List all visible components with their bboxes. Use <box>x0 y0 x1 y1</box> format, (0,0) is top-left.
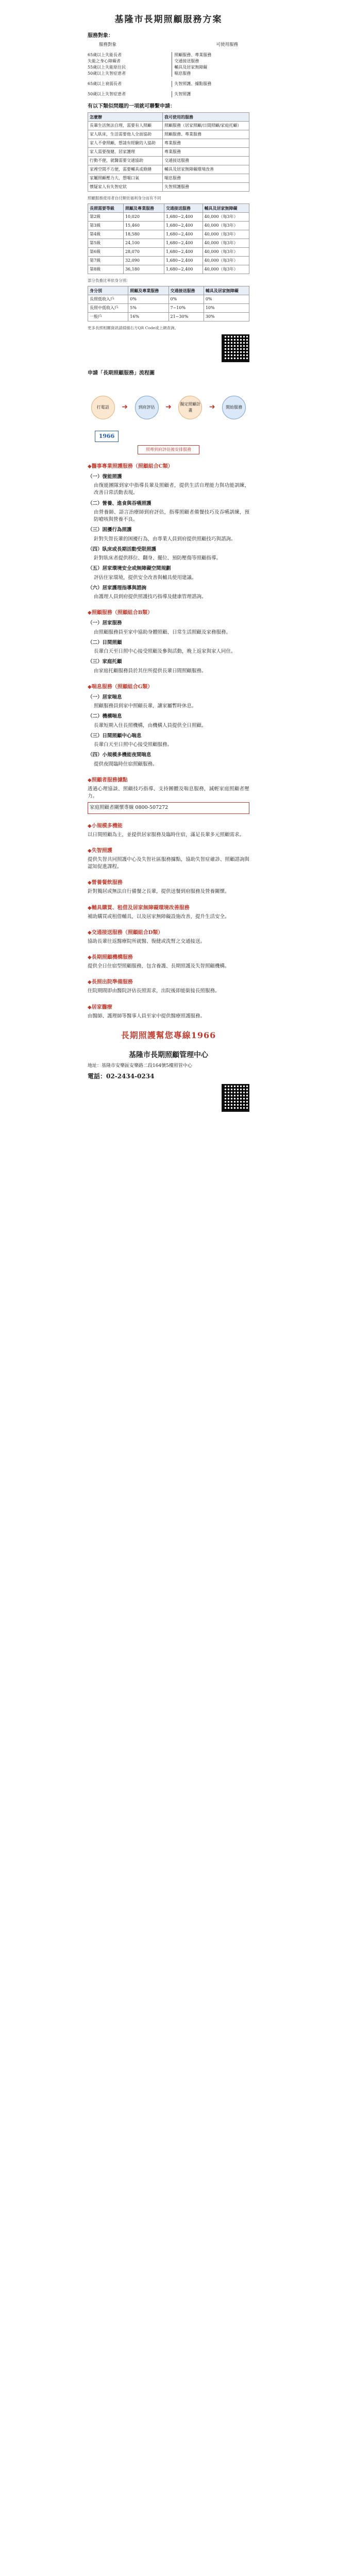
table-cell: 家屬照顧壓力大，想喘口氣 <box>88 174 163 183</box>
table-cell: 7~10% <box>168 304 204 313</box>
table-row <box>88 295 249 304</box>
extra-block <box>88 822 249 839</box>
table-cell: 輔具及居家無障礙環境改善 <box>163 165 249 174</box>
table-cell: 交通接送服務 <box>163 157 249 165</box>
table-cell: 30% <box>204 313 249 321</box>
section-care-services <box>88 609 249 675</box>
table-cell: 行動不便，就醫需要交通協助 <box>88 157 163 165</box>
process-step-plan: 擬定照顧計畫 <box>178 396 202 419</box>
needs-table-header: 怎麼辦 <box>88 113 163 122</box>
service-target-left: 65歲以上衰弱長者 <box>88 81 122 87</box>
section-item-text: 照顧服務員到家中照顧長輩，讓家屬暫時休息。 <box>94 703 197 709</box>
service-targets-row <box>88 81 249 87</box>
section-respite <box>88 683 249 768</box>
table-cell: 1,680~2,400 <box>164 257 203 265</box>
table-cell: 40,000（每3年） <box>203 222 249 230</box>
table-row <box>88 265 249 274</box>
section-item-text: 由營養師、語言治療師到府評估，指導照顧者備餐技巧及吞嚥訓練，預防嗆咳與營養不良。 <box>94 509 249 523</box>
page-title: 基隆市長期照顧服務方案 <box>114 14 223 25</box>
section-title: ◆醫事專業照護服務（照顧組合C類） <box>88 463 173 469</box>
table-cell: 家人需要復健、居家護理 <box>88 148 163 157</box>
copay-table-header: 照顧及專業服務 <box>128 286 168 295</box>
section-item-text: 長輩短期入住長照機構，由機構人員提供全日照顧。 <box>94 722 207 728</box>
section-item-label: （一）復能照護 <box>88 473 122 480</box>
section-title: ◆營養餐飲服務 <box>88 880 123 886</box>
table-cell: 長照低收入戶 <box>88 295 128 304</box>
service-targets-label: 服務對象： <box>88 32 113 39</box>
section-text: 補助購買或租借輔具，以及居家無障礙設施改善，提升生活安全。 <box>88 913 230 920</box>
table-cell: 24,100 <box>123 239 164 248</box>
section-item-text: 評估住家環境，提供安全改善與輔具使用建議。 <box>94 574 197 581</box>
table-cell: 第5級 <box>88 239 124 248</box>
section-item-label: （一）居家服務 <box>88 620 122 626</box>
service-target-left: 50歲以上失智症患者 <box>88 92 126 97</box>
table-cell: 第7級 <box>88 257 124 265</box>
table-cell: 第6級 <box>88 248 124 257</box>
table-cell: 家人臥床，生活需要他人全面協助 <box>88 130 163 139</box>
table-cell: 喘息服務 <box>163 174 249 183</box>
table-cell: 第8級 <box>88 265 124 274</box>
subsidy-table <box>88 204 249 274</box>
section-item-label: （五）居家環境安全或無障礙空間規劃 <box>88 566 171 572</box>
table-row <box>88 174 249 183</box>
section-title: ◆照顧服務（照顧組合B類） <box>88 610 153 616</box>
table-cell: 1,680~2,400 <box>164 213 203 222</box>
service-targets-row <box>88 52 249 77</box>
section-title: ◆照顧者服務據點 <box>88 777 128 783</box>
section-item-label: （二）營養、進食與吞嚥照護 <box>88 500 151 506</box>
cms-note: 有以下類似問題的一項就可聯繫申請： <box>88 104 175 110</box>
service-targets-header <box>88 42 249 48</box>
section-text: 由醫師、護理師等醫事人員至家中提供醫療照護服務。 <box>88 1013 206 1019</box>
table-row <box>88 313 249 321</box>
section-item-label: （二）日間照顧 <box>88 639 122 646</box>
section-item-text: 由照顧服務員至家中協助身體照顧、日常生活照顧及家務服務。 <box>94 629 231 635</box>
section-title: ◆交通接送服務（照顧組合D類） <box>88 929 163 936</box>
section-text: 以日間照顧為主，並提供居家服務及臨時住宿，滿足長輩多元照顧需求。 <box>88 832 245 838</box>
section-text: 協助長輩往返醫療院所就醫、復健或洗腎之交通接送。 <box>88 938 206 944</box>
qr-code-icon[interactable] <box>222 334 249 362</box>
service-target-right: 失智照護 <box>172 91 249 97</box>
table-row <box>88 304 249 313</box>
service-targets-row <box>88 91 249 97</box>
extra-block <box>88 776 249 814</box>
section-title: ◆輔具購買、租借及居家無障礙環境改善服務 <box>88 905 190 911</box>
process-flow <box>88 384 249 431</box>
table-cell: 18,580 <box>123 230 164 239</box>
service-target-right: 失智照護、據點服務 <box>172 81 249 87</box>
qr-code-icon[interactable] <box>222 1084 249 1112</box>
arrow-right-icon: ➜ <box>165 403 172 412</box>
table-cell: 28,070 <box>123 248 164 257</box>
service-target-left: 65歲以上失能長者 失能之身心障礙者 55歲以上失能原住民 50歲以上失智症患者 <box>88 53 126 76</box>
table-cell: 10% <box>204 304 249 313</box>
table-cell: 專業服務 <box>163 139 249 148</box>
copay-table-header: 交通接送服務 <box>168 286 204 295</box>
table-row <box>88 122 249 130</box>
table-row <box>88 165 249 174</box>
section-item-text: 長輩白天至日照中心接受照顧及參與活動，晚上返家與家人同住。 <box>94 649 236 655</box>
table-cell: 1,680~2,400 <box>164 230 203 239</box>
more-info-text: 更多長照相關資訊請掃描右方QR Code或上網查詢。 <box>88 326 179 330</box>
table-row <box>88 157 249 165</box>
table-row <box>88 239 249 248</box>
table-cell: 長照中低收入戶 <box>88 304 128 313</box>
service-targets-header-left: 服務對象 <box>99 42 117 47</box>
service-target-right: 照顧服務、專業服務 交通接送服務 輔具及居家無障礙 喘息服務 <box>172 52 249 77</box>
process-step-call: 打電話 <box>91 396 115 419</box>
table-row <box>88 183 249 192</box>
table-cell: 36,180 <box>123 265 164 274</box>
section-text: 提供失智共同照護中心及失智社區服務據點，協助失智症確診、照顧諮詢與認知促進課程。 <box>88 856 249 870</box>
table-cell: 1,680~2,400 <box>164 222 203 230</box>
section-title: ◆小規模多機能 <box>88 823 123 829</box>
table-row <box>88 248 249 257</box>
process-step-assess: 到府評估 <box>135 396 159 419</box>
subsidy-note: 照顧服務使用者自付額依福利身分而有不同 <box>88 196 161 201</box>
extra-block <box>88 929 249 945</box>
section-item-text: 由復能團隊到家中指導長輩及照顧者，提供生活自理能力與功能訓練，改善日常活動表現。 <box>94 483 249 496</box>
table-cell: 32,090 <box>123 257 164 265</box>
subsidy-table-header: 長照需要等級 <box>88 204 124 213</box>
table-cell: 專業服務 <box>163 148 249 157</box>
subsidy-table-header: 輔具及居家無障礙 <box>203 204 249 213</box>
hotline-1966-badge: 1966 <box>95 431 119 442</box>
section-item-label: （二）機構喘息 <box>88 714 122 720</box>
section-title: ◆長照出院準備服務 <box>88 979 133 986</box>
footer-phone[interactable]: 電話：02-2434-0234 <box>88 1073 155 1080</box>
table-cell: 40,000（每3年） <box>203 239 249 248</box>
table-cell: 16% <box>128 313 168 321</box>
section-item-label: （四）小規模多機能夜間喘息 <box>88 752 151 758</box>
extra-block <box>88 904 249 921</box>
extra-block <box>88 879 249 895</box>
service-targets-table <box>88 42 249 98</box>
table-row <box>88 148 249 157</box>
document-page <box>88 0 249 1112</box>
table-cell: 0% <box>128 295 168 304</box>
table-cell: 40,000（每3年） <box>203 248 249 257</box>
section-item-label: （三）困擾行為照護 <box>88 527 132 533</box>
table-cell: 40,000（每3年） <box>203 265 249 274</box>
table-cell: 1,680~2,400 <box>164 239 203 248</box>
table-cell: 第3級 <box>88 222 124 230</box>
section-item-text: 提供夜間臨時住宿照顧服務。 <box>94 761 158 767</box>
table-cell: 1,680~2,400 <box>164 248 203 257</box>
table-cell: 家人不會照顧，想請有經驗的人協助 <box>88 139 163 148</box>
table-cell: 失智照護服務 <box>163 183 249 192</box>
table-cell: 5% <box>128 304 168 313</box>
table-cell: 0% <box>168 295 204 304</box>
service-targets-header-right: 可使用服務 <box>216 42 238 47</box>
process-step-service: 開始服務 <box>222 396 246 419</box>
extra-block <box>88 954 249 970</box>
needs-table-header: 我可使用的服務 <box>163 113 249 122</box>
section-title: ◆失智照護 <box>88 848 112 854</box>
extra-block <box>88 1004 249 1020</box>
table-cell: 40,000（每3年） <box>203 257 249 265</box>
needs-table <box>88 112 249 192</box>
table-cell: 1,680~2,400 <box>164 265 203 274</box>
section-item-text: 針對失智長輩的困擾行為，由專業人員到府提供照顧技巧與諮詢。 <box>94 536 236 542</box>
table-cell: 長輩生活無法自理，需要有人照顧 <box>88 122 163 130</box>
section-text: 針對獨居或無法自行備餐之長輩，提供送餐到府服務及營養關懷。 <box>88 889 230 895</box>
table-cell: 一般戶 <box>88 313 128 321</box>
table-cell: 照顧服務（居家照顧/日間照顧/家庭托顧） <box>163 122 249 130</box>
subsidy-table-header: 交通接送服務 <box>164 204 203 213</box>
section-item-label: （三）日間照顧中心喘息 <box>88 733 142 739</box>
process-box: 照專到府評估後安排服務 <box>138 445 199 454</box>
footer-address: 地址：基隆市安樂區安樂路二段164號5樓照管中心 <box>88 1063 192 1069</box>
section-medical-care <box>88 463 249 601</box>
copay-table-header: 身分別 <box>88 286 128 295</box>
table-cell: 21~30% <box>168 313 204 321</box>
table-row <box>88 257 249 265</box>
table-cell: 15,460 <box>123 222 164 230</box>
section-text: 提供全日住宿型照顧服務，包含養護、長期照護及失智照顧機構。 <box>88 963 230 970</box>
table-row <box>88 230 249 239</box>
table-cell: 懷疑家人有失智症狀 <box>88 183 163 192</box>
section-item-label: （一）居家喘息 <box>88 694 122 700</box>
table-row <box>88 213 249 222</box>
copay-note: 部分負擔比率依身分別： <box>88 278 130 283</box>
table-row <box>88 222 249 230</box>
section-item-text: 針對臥床者提供移位、翻身、擺位、預防壓傷等照顧指導。 <box>94 555 222 562</box>
table-row <box>88 139 249 148</box>
table-row <box>88 130 249 139</box>
arrow-right-icon: ➜ <box>122 403 128 412</box>
subsidy-table-header: 照顧及專業服務 <box>123 204 164 213</box>
footer-title: 基隆市長期照顧管理中心 <box>129 1050 208 1059</box>
copay-table-header: 輔具及居家無障礙 <box>204 286 249 295</box>
section-item-text: 由家庭托顧服務員於其住所提供長輩日間照顧服務。 <box>94 668 207 674</box>
extra-block <box>88 978 249 995</box>
hotline-banner: 長期照護幫您專線1966 <box>121 1030 216 1040</box>
section-item-text: 由護理人員到府提供照護技巧指導及健康管理諮詢。 <box>94 594 207 600</box>
section-title: ◆長期照顧機構服務 <box>88 955 133 961</box>
section-title: ◆喘息服務（照顧組合G類） <box>88 684 153 690</box>
table-cell: 0% <box>204 295 249 304</box>
section-text: 住院期間即由醫院評估長照需求，出院後即能銜接長照服務。 <box>88 988 220 994</box>
table-cell: 家裡空間不方便，需要輔具或修繕 <box>88 165 163 174</box>
copay-table <box>88 286 249 321</box>
section-title: ◆居家醫療 <box>88 1004 112 1010</box>
phone-info: 家庭照顧者關懷專線 0800-507272 <box>88 802 249 814</box>
arrow-right-icon: ➜ <box>209 403 215 412</box>
section-item-text: 長輩白天至日照中心接受照顧服務。 <box>94 742 173 748</box>
section-item-label: （三）家庭托顧 <box>88 659 122 665</box>
section-item-label: （六）居家護理指導與諮詢 <box>88 585 147 591</box>
section-item-label: （四）臥床或長期活動受限照護 <box>88 546 157 552</box>
table-cell: 10,020 <box>123 213 164 222</box>
table-cell: 第4級 <box>88 230 124 239</box>
process-title: 申請「長期照顧服務」流程圖 <box>88 370 155 376</box>
extra-block <box>88 847 249 871</box>
table-cell: 40,000（每3年） <box>203 213 249 222</box>
table-cell: 照顧服務、專業服務 <box>163 130 249 139</box>
section-text: 透過心理協談、照顧技巧指導、支持團體及喘息服務，減輕家庭照顧者壓力。 <box>88 786 249 800</box>
table-cell: 40,000（每3年） <box>203 230 249 239</box>
table-cell: 第2級 <box>88 213 124 222</box>
